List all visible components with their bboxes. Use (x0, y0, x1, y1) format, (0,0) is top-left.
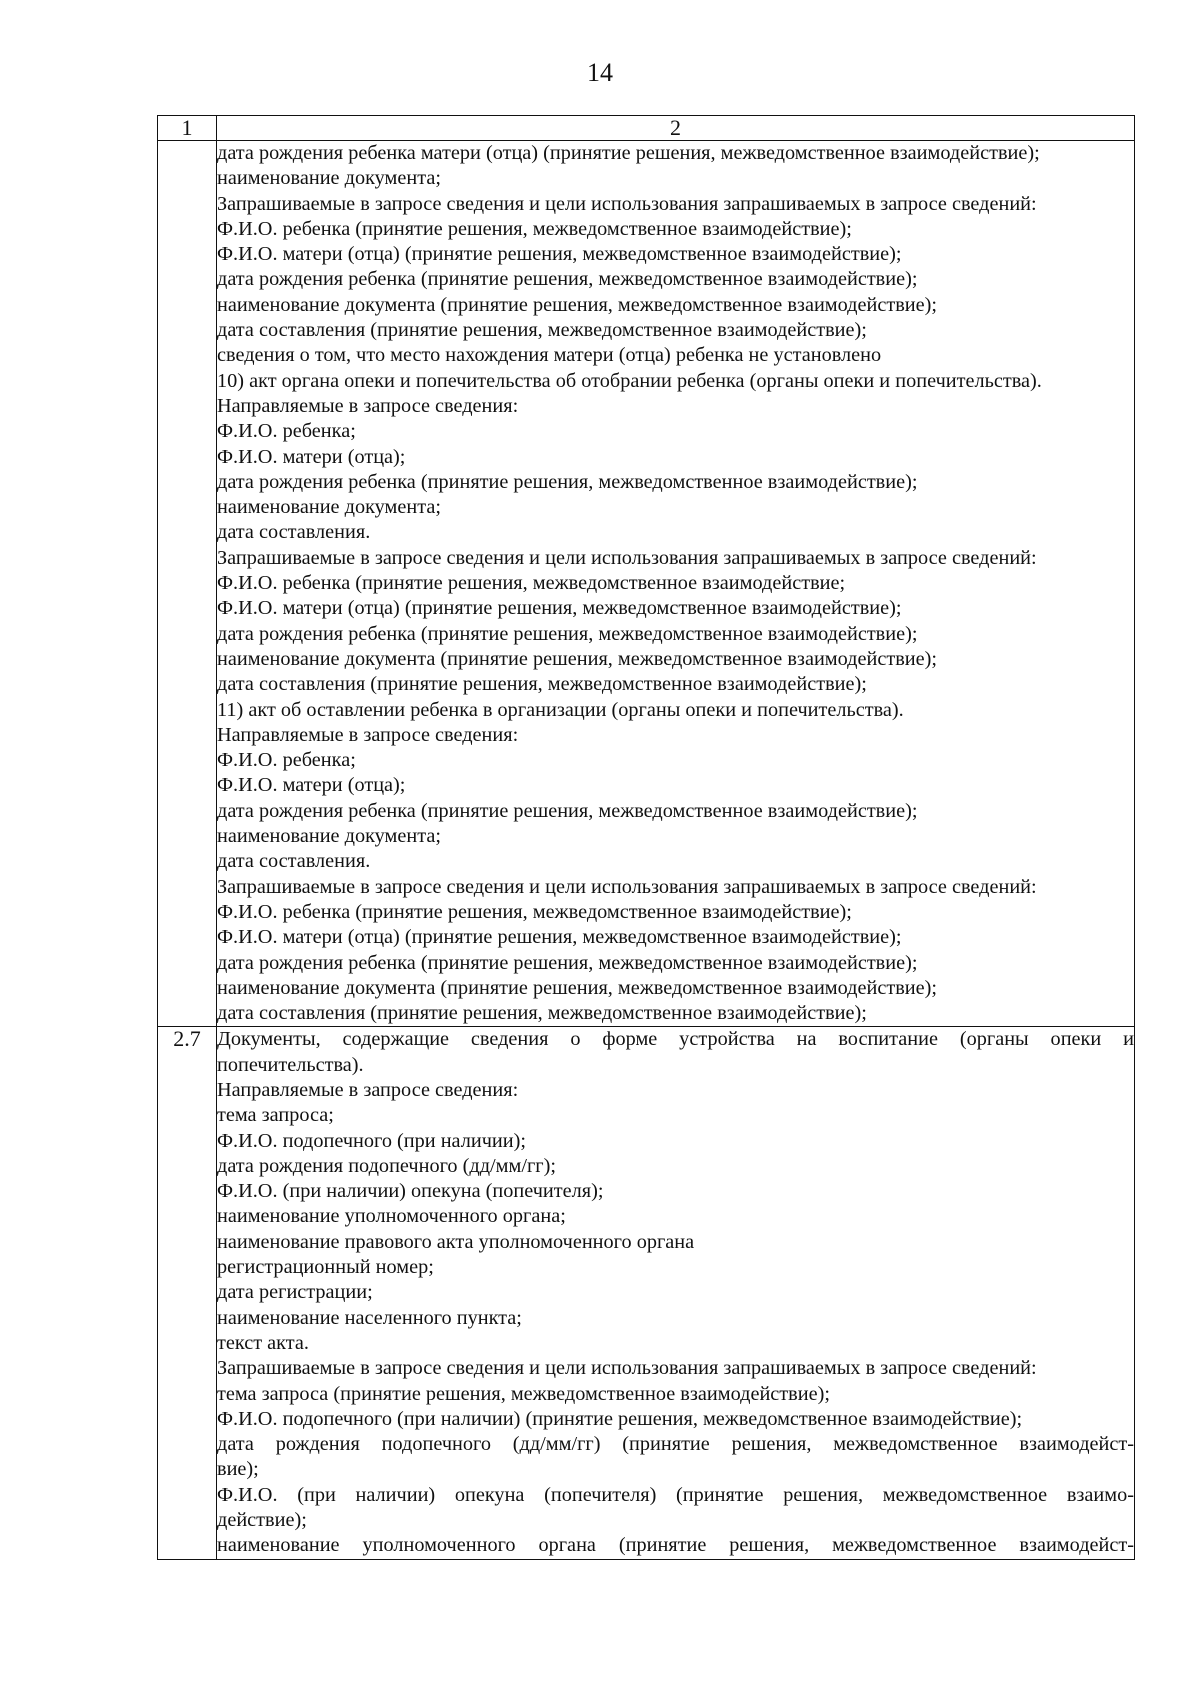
text-line: попечительства). (217, 1053, 364, 1076)
text-line: Документы, содержащие сведения о форме устройства на воспитание (органы опеки и (217, 1028, 1134, 1051)
text-line: 11) акт об оставлении ребенка в организации (органы опеки и попечительства). (217, 698, 904, 721)
text-line: дата составления (принятие решения, межведомственное взаимодействие); (217, 319, 867, 342)
text-line: Запрашиваемые в запросе сведения и цели использования запрашиваемых в запросе сведений: (217, 875, 1037, 898)
text-line: Ф.И.О. матери (отца); (217, 774, 406, 797)
text-line: Ф.И.О. матери (отца) (принятие решения, межведомственное взаимодействие); (217, 243, 902, 266)
text-line: дата составления (принятие решения, межведомственное взаимодействие); (217, 1002, 867, 1025)
text-line: Ф.И.О. (при наличии) опекуна (попечителя) (принятие решения, межведомственное взаимо- (217, 1483, 1134, 1506)
row-number (158, 141, 217, 1027)
text-line: наименование документа (принятие решения, межведомственное взаимодействие); (217, 976, 938, 999)
text-line: Запрашиваемые в запросе сведения и цели использования запрашиваемых в запросе сведений: (217, 1357, 1037, 1380)
text-line: Ф.И.О. матери (отца) (принятие решения, межведомственное взаимодействие); (217, 926, 902, 949)
text-line: тема запроса (принятие решения, межведомственное взаимодействие); (217, 1382, 830, 1405)
text-line: наименование уполномоченного органа (принятие решения, межведомственное взаимодейст- (217, 1534, 1134, 1557)
text-line: наименование документа; (217, 167, 441, 190)
text-line: наименование документа (принятие решения, межведомственное взаимодействие); (217, 293, 938, 316)
text-line: дата рождения ребенка (принятие решения, межведомственное взаимодействие); (217, 951, 918, 974)
text-line: наименование населенного пункта; (217, 1306, 522, 1329)
text-line: тема запроса; (217, 1104, 334, 1127)
text-line: дата составления. (217, 521, 371, 544)
text-line: Запрашиваемые в запросе сведения и цели использования запрашиваемых в запросе сведений: (217, 546, 1037, 569)
text-line: дата составления. (217, 850, 371, 873)
text-line: Ф.И.О. ребенка; (217, 749, 356, 772)
text-line: Направляемые в запросе сведения: (217, 1078, 519, 1101)
text-line: Ф.И.О. ребенка (принятие решения, межведомственное взаимодействие); (217, 217, 852, 240)
column-1-header: 1 (158, 116, 217, 141)
text-line: дата рождения ребенка (принятие решения, межведомственное взаимодействие); (217, 799, 918, 822)
text-line: регистрационный номер; (217, 1256, 434, 1279)
text-line: дата рождения ребенка (принятие решения, межведомственное взаимодействие); (217, 268, 918, 291)
text-line: Запрашиваемые в запросе сведения и цели использования запрашиваемых в запросе сведений: (217, 192, 1037, 215)
text-line: дата рождения подопечного (дд/мм/гг) (принятие решения, межведомственное взаимодейст- (217, 1433, 1134, 1456)
document-table (157, 115, 1135, 1560)
row-content (217, 1027, 1135, 1559)
text-line: Ф.И.О. ребенка (принятие решения, межведомственное взаимодействие; (217, 572, 846, 595)
text-line: дата рождения ребенка матери (отца) (принятие решения, межведомственное взаимодействие); (217, 142, 1040, 164)
text-line: 10) акт органа опеки и попечительства об отобрании ребенка (органы опеки и попечительства). (217, 369, 1042, 392)
text-line: Ф.И.О. матери (отца) (принятие решения, межведомственное взаимодействие); (217, 597, 902, 620)
text-line: текст акта. (217, 1331, 309, 1354)
text-line: Ф.И.О. ребенка; (217, 420, 356, 443)
text-line: сведения о том, что место нахождения матери (отца) ребенка не установлено (217, 344, 882, 367)
text-line: действие); (217, 1509, 307, 1532)
text-line: наименование документа; (217, 825, 441, 848)
text-line: вие); (217, 1458, 259, 1481)
table-header-row (158, 116, 1135, 141)
text-line: Ф.И.О. подопечного (при наличии); (217, 1129, 527, 1152)
text-line: дата рождения ребенка (принятие решения, межведомственное взаимодействие); (217, 470, 918, 493)
column-2-header: 2 (217, 116, 1135, 141)
row-content (217, 141, 1135, 1027)
text-line: Ф.И.О. ребенка (принятие решения, межведомственное взаимодействие); (217, 900, 852, 923)
text-line: дата рождения подопечного (дд/мм/гг); (217, 1154, 556, 1177)
text-line: дата регистрации; (217, 1281, 373, 1304)
text-line: Направляемые в запросе сведения: (217, 723, 519, 746)
text-line: наименование документа (принятие решения, межведомственное взаимодействие); (217, 647, 938, 670)
text-line: Ф.И.О. матери (отца); (217, 445, 406, 468)
text-line: Ф.И.О. (при наличии) опекуна (попечителя); (217, 1180, 604, 1203)
text-line: дата составления (принятие решения, межведомственное взаимодействие); (217, 673, 867, 696)
row-number: 2.7 (158, 1027, 217, 1559)
table-row (158, 1027, 1135, 1559)
text-line: наименование уполномоченного органа; (217, 1205, 566, 1228)
table-row (158, 141, 1135, 1027)
text-line: Ф.И.О. подопечного (при наличии) (принятие решения, межведомственное взаимодействие); (217, 1407, 1023, 1430)
text-line: наименование правового акта уполномоченного органа (217, 1230, 695, 1253)
text-line: дата рождения ребенка (принятие решения, межведомственное взаимодействие); (217, 622, 918, 645)
text-line: Направляемые в запросе сведения: (217, 394, 519, 417)
text-line: наименование документа; (217, 496, 441, 519)
page-number: 14 (587, 58, 613, 87)
